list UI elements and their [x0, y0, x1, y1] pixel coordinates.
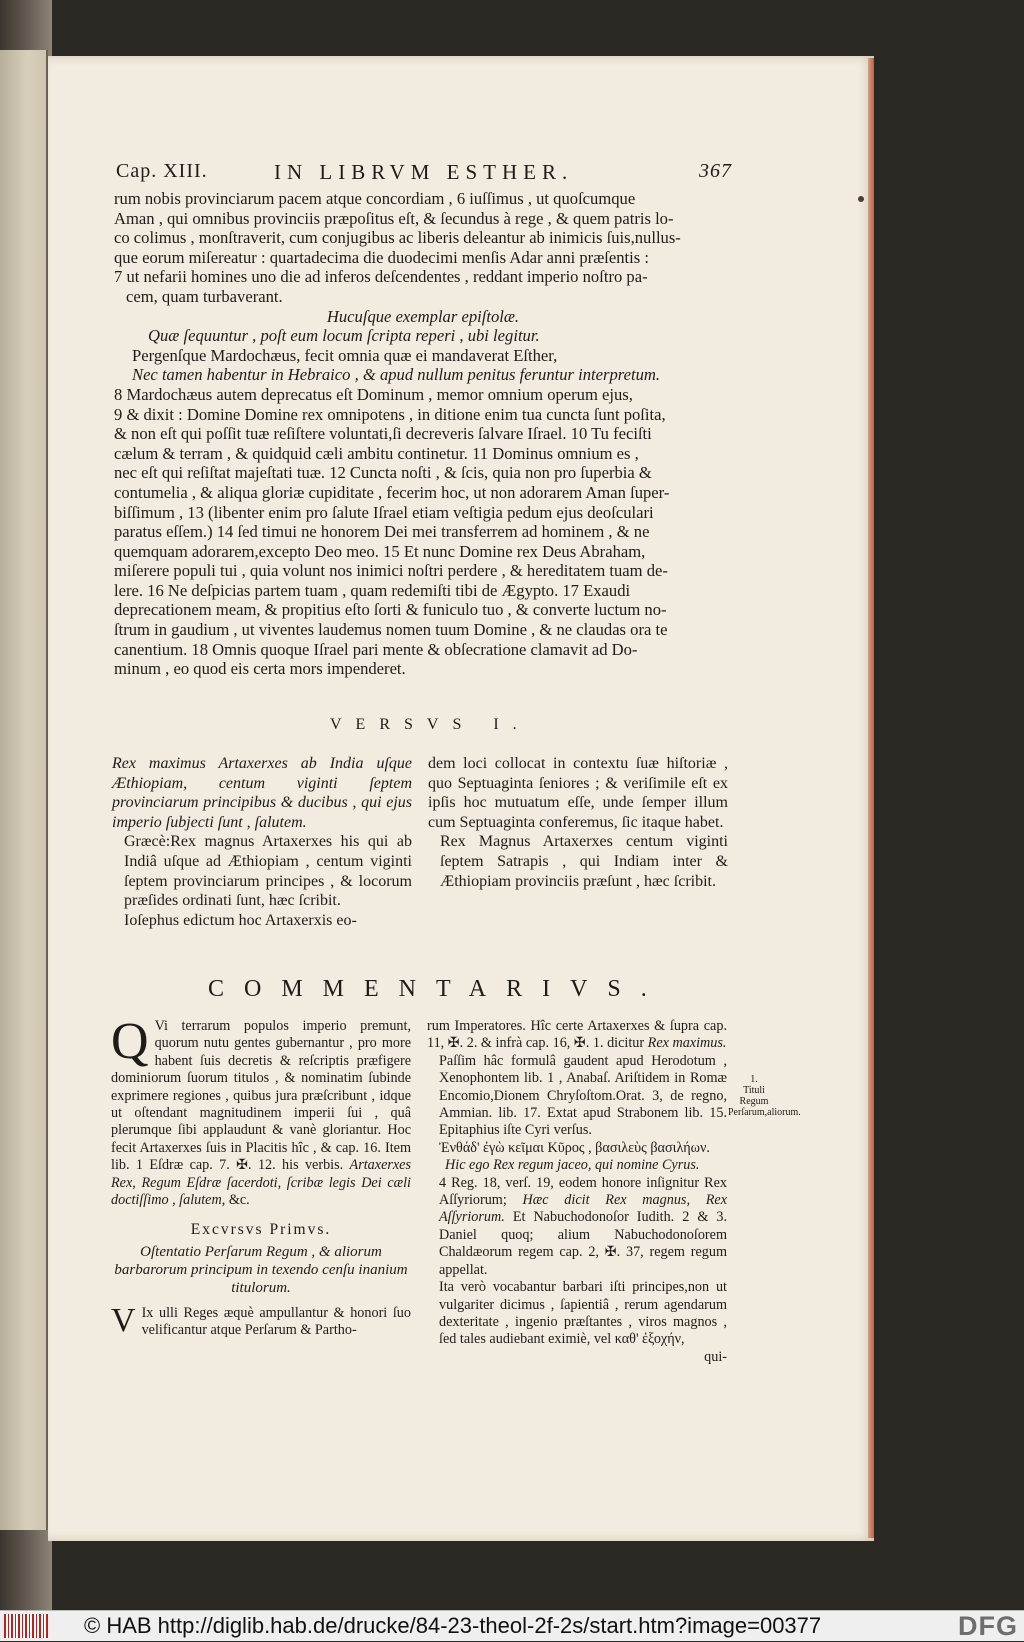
excursus-heading: Excvrsvs Primvs.: [190, 1221, 332, 1239]
commentary-right-p3-italic: Hæc dicit Rex magnus, Rex Aſſyriorum.: [439, 1192, 728, 1226]
quae-line: Quæ ſequuntur , poſt eum locum ſcripta reperi , ubi legitur.: [148, 326, 540, 346]
commentary-p1-end: &c.: [228, 1192, 250, 1209]
versus-right-p1: dem loci collocat in contextu ſuæ hiſtoriæ , quo Septuaginta ſeniores ; & veriſimile eſt ex ipſis hoc mutuatum eſſe, unde ſemper illum cum Septuaginta conferemus, ſic itaque habet.: [428, 755, 728, 831]
catchword: qui-: [704, 1348, 727, 1365]
prayer-line: 9 & dixit : Domine Domine rex omnipotens , in ditione enim tua cuncta ſunt poſita,: [114, 404, 666, 424]
versus-left-column: [112, 754, 412, 930]
commentary-p1: Vi terrarum populos imperio premunt, quorum nutu gentes gubernantur , pro more habent ſuis decretis & reſcriptis præfigere dominiorum ſuorum titulos , & nominatim ſubinde exprimere regiones , quibus jura præſcribunt , idque ut oſtendant magnitudinem imperii ſui , quâ plerumque ſibi applaudunt & vanè gloriantur. Hoc fecit Artaxerxes ſuis in Placitis hîc , & cap. 16. Item lib. 1 Eſdræ cap. 7. ✠. 12. his verbis.: [111, 1018, 411, 1174]
versus-right-column: [428, 754, 728, 891]
main-text: [114, 189, 732, 679]
nec-line: Nec tamen habentur in Hebraico , & apud nullum penitus feruntur interpretum.: [132, 365, 661, 385]
drop-cap-v: V: [111, 1301, 136, 1339]
page-number: 367: [699, 160, 732, 182]
latin-verse: Hic ego Rex regum jaceo, qui nomine Cyrus.: [445, 1157, 700, 1174]
commentary-left-column: [111, 1013, 412, 1340]
footer-bar: [0, 1610, 1024, 1641]
prayer-line: miſerere populi tui , quia volunt nos inimici noſtri perdere , & hereditatem tuam de-: [114, 561, 668, 581]
prayer-line: ſtrum in gaudium , ut viventes laudemus nomen tuum Domine , & ne claudas ora te: [114, 620, 668, 640]
margin-note-text: Tituli Regum Perſarum,aliorum.: [728, 1085, 801, 1118]
iosephus-text: Ioſephus edictum hoc Artaxerxis eo-: [124, 911, 357, 929]
versus-heading: VERSVS I.: [330, 716, 531, 733]
commentary-p2: Ix ulli Reges æquè ampullantur & honori ſuo velificantur atque Perſarum & Partho-: [141, 1304, 411, 1339]
book-title: IN LIBRVM ESTHER.: [274, 160, 574, 184]
versus-right-p2: Rex Magnus Artaxerxes centum viginti ſeptem Satrapis , qui Indiam inter & Æthiopiam provinciis præſunt , hæc ſcribit.: [440, 833, 728, 890]
prayer-line: nec eſt qui reſiſtat majeſtati tuæ. 12 Cuncta noſti , & ſcis, quia non pro ſuperbia &: [114, 463, 652, 483]
text-line: 7 ut nefarii homines uno die ad inferos deſcendentes , reddant imperio noſtro pa-: [114, 267, 648, 287]
commentary-right-p1: rum Imperatores. Hîc certe Artaxerxes & ſupra cap. 11, ✠. 2. & infrà cap. 16, ✠. 1. dicitur: [427, 1018, 727, 1052]
prayer-line: 8 Mardochæus autem deprecatus eſt Dominum , memor omnium operum ejus,: [114, 384, 633, 404]
commentary-right-p3: 4 Reg. 18, verſ. 19, eodem honore inſignitur Rex Aſſyriorum;: [439, 1174, 727, 1209]
chapter-label: Cap. XIII.: [116, 160, 208, 182]
greek-verse: Ἐνθάδ' ἐγὼ κεῖμαι Κῦρος , βασιλεὺς βασιλήων.: [439, 1139, 710, 1156]
prayer-line: paratus eſſem.) 14 ſed timui ne honorem Dei mei transferrem ad hominem , & ne: [114, 522, 650, 542]
text-line: co colimus , monſtraverit, cum conjugibus ac liberis deleantur ab inimicis ſuis,nullus-: [114, 228, 681, 248]
margin-note: [728, 1074, 801, 1118]
left-page-edge: [0, 50, 48, 1530]
graece-text: Græcè:Rex magnus Artaxerxes his qui ab Indiâ uſque ad Æthiopiam , centum viginti ſeptem provinciarum principes , & locorum præſides ordinati ſunt, hæc ſcribit.: [124, 833, 412, 910]
text-line: que eorum miſereatur : quartadecima die duodecimi menſis Adar anni præſentis :: [114, 247, 649, 267]
versus-italic-text: Rex maximus Artaxerxes ab India uſque Æthiopiam, centum viginti ſeptem provinciarum principibus & ducibus , qui ejus imperio ſubjecti ſunt , ſalutem.: [112, 755, 412, 831]
prayer-line: & non eſt qui poſſit tuæ reſiſtere voluntati,ſi decreveris ſalvare Iſrael. 10 Tu feciſti: [114, 424, 652, 444]
commentary-right-p4: Ita verò vocabantur barbari iſti principes,non ut vulgariter dicimus , ſapientiâ , rerum agendarum dexteritate , ingenio præſtantes , viros magnos , ſed tales audiebant eximiè, vel καθ' ἐξοχήν,: [439, 1279, 727, 1348]
commentary-heading: COMMENTARIVS.: [208, 976, 667, 1002]
dfg-logo: DFG: [958, 1611, 1018, 1641]
text-line: Aman , qui omnibus provinciis præpoſitus eſt, & ſecundus à rege , & quem patris lo-: [114, 208, 674, 228]
commentary-right-p3-end: Et Nabuchodonoſor Iudith. 2 & 3. Daniel quoq; alium Nabuchodonoſorem Chaldæorum regem cap. 2, ✠. 37, regem regum appellat.: [439, 1209, 728, 1278]
source-url[interactable]: © HAB http://diglib.hab.de/drucke/84-23-theol-2f-2s/start.htm?image=00377: [84, 1613, 822, 1638]
running-header: [116, 160, 732, 188]
ink-dot: [858, 196, 864, 202]
text-line: rum nobis provinciarum pacem atque concordiam , 6 iuſſimus , ut quoſcumque: [114, 189, 636, 208]
margin-note-number: 1.: [750, 1074, 758, 1085]
prayer-line: cælum & terram , & quidquid cæli ambitu continetur. 11 Dominus omnium es ,: [114, 443, 639, 463]
page-red-edge: [868, 58, 874, 1538]
prayer-line: contumelia , & aliqua gloriæ cupiditate , fecerim hoc, ut non adorarem Aman ſuper-: [114, 482, 670, 502]
pergens-line: Pergenſque Mardochæus, fecit omnia quæ ei mandaverat Eſther,: [132, 345, 558, 365]
commentary-right-p2: Paſſim hâc formulâ gaudent apud Herodotum , Xenophontem lib. 1 , Anabaſ. Ariſtidem in Romæ Encomio,Dionem Chryſoſtom.Orat. 3, de regno, Ammian. lib. 17. Extat apud Strabonem lib. 15. Epitaphius iſte Cyri verſus.: [439, 1052, 727, 1139]
barcode-icon: [4, 1614, 48, 1638]
prayer-line: deprecationem meam, & propitius eſto ſorti & funiculo tuo , & converte luctum no-: [114, 600, 667, 620]
prayer-line: canentium. 18 Omnis quoque Iſrael pari mente & obſecratione clamavit ad Do-: [114, 639, 638, 659]
prayer-line: quemquam adorarem,excepto Deo meo. 15 Et nunc Domine rex Deus Abraham,: [114, 541, 646, 561]
prayer-line: lere. 16 Ne deſpicias partem tuam , quam redemiſti tibi de Ægypto. 17 Exaudi: [114, 580, 631, 600]
text-line: cem, quam turbaverant.: [126, 286, 283, 306]
hucusque-line: Hucuſque exemplar epiſtolæ.: [326, 306, 520, 326]
excursus-subtitle: Oſtentatio Perſarum Regum , & aliorum barbarorum principum in texendo cenſu inanium titulorum.: [114, 1243, 408, 1296]
commentary-right-column: [427, 1018, 727, 1366]
drop-cap: Q: [111, 1013, 149, 1070]
commentary-right-p1-italic: Rex maximus.: [647, 1035, 727, 1052]
commentary-p1-italic: Artaxerxes Rex, Regum Eſdræ ſacerdoti, ſcribæ legis Dei cæli doctiſſimo , ſalutem,: [111, 1157, 412, 1209]
prayer-line: minum , eo quod eis certa mors impenderet.: [114, 659, 406, 679]
prayer-line: biſſimum , 13 (libenter enim pro ſalute Iſrael etiam veſtigia pedum ejus deoſculari: [114, 502, 654, 522]
